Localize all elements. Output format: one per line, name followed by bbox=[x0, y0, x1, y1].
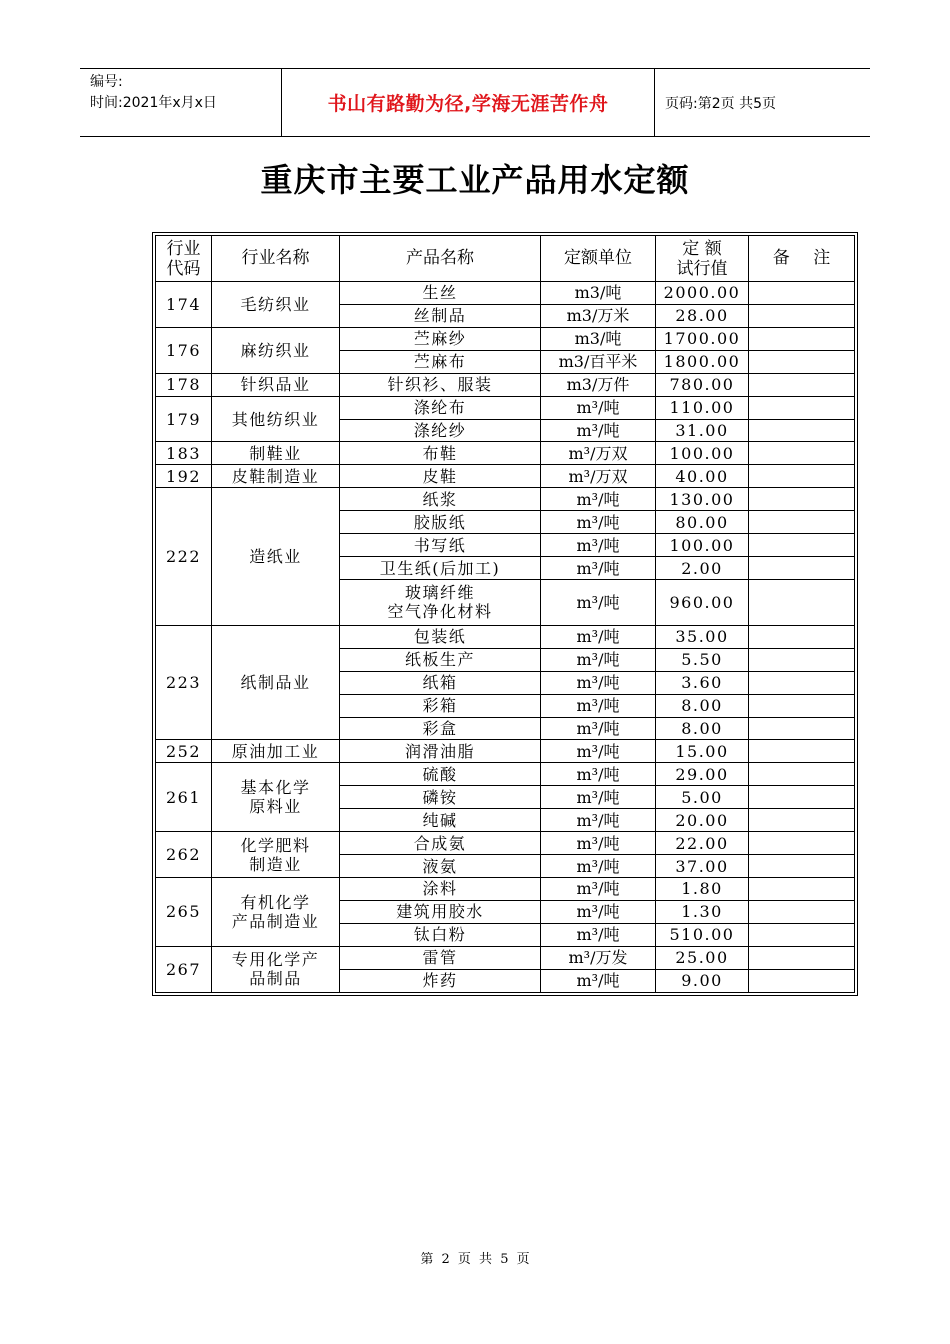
quota-unit-cell: m³/吨 bbox=[541, 717, 656, 740]
note-cell bbox=[749, 557, 855, 580]
product-name-cell: 彩箱 bbox=[340, 694, 541, 717]
quota-value-cell: 8.00 bbox=[656, 717, 749, 740]
table-header-row bbox=[156, 236, 855, 282]
product-name-cell: 玻璃纤维 空气净化材料 bbox=[340, 579, 541, 625]
product-name-cell: 生丝 bbox=[340, 282, 541, 305]
note-cell bbox=[749, 465, 855, 488]
quota-value-cell: 25.00 bbox=[656, 946, 749, 969]
note-cell bbox=[749, 855, 855, 878]
product-name-cell: 涤纶纱 bbox=[340, 419, 541, 442]
quota-unit-cell: m³/吨 bbox=[541, 511, 656, 534]
header-note: 备 注 bbox=[749, 236, 855, 282]
quota-unit-cell: m³/吨 bbox=[541, 579, 656, 625]
product-name-cell: 磷铵 bbox=[340, 786, 541, 809]
product-name-cell: 润滑油脂 bbox=[340, 740, 541, 763]
product-name-cell: 炸药 bbox=[340, 969, 541, 992]
table-row bbox=[156, 946, 855, 969]
quota-unit-cell: m³/万发 bbox=[541, 946, 656, 969]
note-cell bbox=[749, 763, 855, 786]
note-cell bbox=[749, 809, 855, 832]
industry-name-cell: 纸制品业 bbox=[212, 625, 340, 740]
product-name-cell: 卫生纸(后加工) bbox=[340, 557, 541, 580]
industry-name-cell: 原油加工业 bbox=[212, 740, 340, 763]
header-code: 行业代码 bbox=[156, 236, 212, 282]
table-body bbox=[156, 282, 855, 993]
product-name-cell: 苎麻纱 bbox=[340, 327, 541, 350]
quota-unit-cell: m3/万米 bbox=[541, 304, 656, 327]
table-row bbox=[156, 625, 855, 648]
quota-value-cell: 1700.00 bbox=[656, 327, 749, 350]
table-row bbox=[156, 740, 855, 763]
quota-value-cell: 8.00 bbox=[656, 694, 749, 717]
note-cell bbox=[749, 373, 855, 396]
quota-value-cell: 15.00 bbox=[656, 740, 749, 763]
quota-value-cell: 22.00 bbox=[656, 832, 749, 855]
note-cell bbox=[749, 717, 855, 740]
quota-unit-cell: m³/吨 bbox=[541, 671, 656, 694]
table-row bbox=[156, 282, 855, 305]
quota-table-frame bbox=[152, 232, 858, 996]
note-cell bbox=[749, 442, 855, 465]
product-name-cell: 纸箱 bbox=[340, 671, 541, 694]
note-cell bbox=[749, 282, 855, 305]
industry-code-cell: 261 bbox=[156, 763, 212, 832]
industry-code-cell: 223 bbox=[156, 625, 212, 740]
product-name-cell: 彩盒 bbox=[340, 717, 541, 740]
industry-code-cell: 192 bbox=[156, 465, 212, 488]
table-row bbox=[156, 396, 855, 419]
quota-value-cell: 110.00 bbox=[656, 396, 749, 419]
product-name-cell: 书写纸 bbox=[340, 534, 541, 557]
note-cell bbox=[749, 877, 855, 900]
quota-unit-cell: m3/百平米 bbox=[541, 350, 656, 373]
note-cell bbox=[749, 969, 855, 992]
note-cell bbox=[749, 350, 855, 373]
quota-unit-cell: m³/吨 bbox=[541, 763, 656, 786]
industry-code-cell: 222 bbox=[156, 488, 212, 626]
page-footer: 第 2 页 共 5 页 bbox=[420, 1252, 530, 1267]
product-name-cell: 丝制品 bbox=[340, 304, 541, 327]
industry-name-cell: 针织品业 bbox=[212, 373, 340, 396]
note-cell bbox=[749, 671, 855, 694]
page-header bbox=[80, 68, 870, 137]
header-meta bbox=[80, 69, 282, 136]
quota-unit-cell: m³/吨 bbox=[541, 694, 656, 717]
quota-unit-cell: m³/吨 bbox=[541, 625, 656, 648]
note-cell bbox=[749, 923, 855, 946]
note-cell bbox=[749, 511, 855, 534]
quota-unit-cell: m³/吨 bbox=[541, 534, 656, 557]
note-cell bbox=[749, 579, 855, 625]
product-name-cell: 建筑用胶水 bbox=[340, 900, 541, 923]
product-name-cell: 纸板生产 bbox=[340, 648, 541, 671]
product-name-cell: 液氨 bbox=[340, 855, 541, 878]
product-name-cell: 针织衫、服装 bbox=[340, 373, 541, 396]
table-row bbox=[156, 832, 855, 855]
time-label: 时间:2021年x月x日 bbox=[90, 95, 217, 111]
quota-value-cell: 5.00 bbox=[656, 786, 749, 809]
header-unit: 定额单位 bbox=[541, 236, 656, 282]
industry-name-cell: 基本化学 原料业 bbox=[212, 763, 340, 832]
industry-code-cell: 174 bbox=[156, 282, 212, 328]
note-cell bbox=[749, 625, 855, 648]
quota-value-cell: 780.00 bbox=[656, 373, 749, 396]
industry-name-cell: 专用化学产 品制品 bbox=[212, 946, 340, 992]
note-cell bbox=[749, 946, 855, 969]
industry-name-cell: 其他纺织业 bbox=[212, 396, 340, 442]
header-product: 产品名称 bbox=[340, 236, 541, 282]
quota-value-cell: 31.00 bbox=[656, 419, 749, 442]
note-cell bbox=[749, 396, 855, 419]
industry-code-cell: 252 bbox=[156, 740, 212, 763]
quota-unit-cell: m³/吨 bbox=[541, 488, 656, 511]
note-cell bbox=[749, 694, 855, 717]
product-name-cell: 纯碱 bbox=[340, 809, 541, 832]
quota-value-cell: 40.00 bbox=[656, 465, 749, 488]
industry-code-cell: 178 bbox=[156, 373, 212, 396]
product-name-cell: 涤纶布 bbox=[340, 396, 541, 419]
page-title: 重庆市主要工业产品用水定额 bbox=[260, 161, 690, 199]
quota-value-cell: 29.00 bbox=[656, 763, 749, 786]
product-name-cell: 纸浆 bbox=[340, 488, 541, 511]
industry-name-cell: 造纸业 bbox=[212, 488, 340, 626]
note-cell bbox=[749, 786, 855, 809]
note-cell bbox=[749, 648, 855, 671]
industry-code-cell: 179 bbox=[156, 396, 212, 442]
quota-value-cell: 100.00 bbox=[656, 442, 749, 465]
industry-code-cell: 176 bbox=[156, 327, 212, 373]
quota-unit-cell: m3/吨 bbox=[541, 282, 656, 305]
quota-value-cell: 3.60 bbox=[656, 671, 749, 694]
quota-unit-cell: m³/万双 bbox=[541, 442, 656, 465]
header-motto: 书山有路勤为径,学海无涯苦作舟 bbox=[282, 69, 655, 136]
quota-unit-cell: m³/万双 bbox=[541, 465, 656, 488]
quota-value-cell: 35.00 bbox=[656, 625, 749, 648]
quota-unit-cell: m³/吨 bbox=[541, 557, 656, 580]
table-row bbox=[156, 763, 855, 786]
quota-unit-cell: m³/吨 bbox=[541, 786, 656, 809]
header-industry: 行业名称 bbox=[212, 236, 340, 282]
header-page-info: 页码:第2页 共5页 bbox=[665, 95, 776, 112]
table-row bbox=[156, 327, 855, 350]
quota-unit-cell: m³/吨 bbox=[541, 648, 656, 671]
industry-name-cell: 化学肥料 制造业 bbox=[212, 832, 340, 878]
quota-table bbox=[155, 235, 855, 993]
quota-value-cell: 2.00 bbox=[656, 557, 749, 580]
note-cell bbox=[749, 327, 855, 350]
industry-code-cell: 265 bbox=[156, 877, 212, 946]
quota-unit-cell: m³/吨 bbox=[541, 900, 656, 923]
quota-unit-cell: m³/吨 bbox=[541, 969, 656, 992]
product-name-cell: 布鞋 bbox=[340, 442, 541, 465]
product-name-cell: 雷管 bbox=[340, 946, 541, 969]
quota-value-cell: 1.80 bbox=[656, 877, 749, 900]
quota-value-cell: 80.00 bbox=[656, 511, 749, 534]
quota-value-cell: 100.00 bbox=[656, 534, 749, 557]
product-name-cell: 合成氨 bbox=[340, 832, 541, 855]
quota-unit-cell: m3/万件 bbox=[541, 373, 656, 396]
header-value: 定 额 试行值 bbox=[656, 236, 749, 282]
note-cell bbox=[749, 419, 855, 442]
product-name-cell: 皮鞋 bbox=[340, 465, 541, 488]
quota-unit-cell: m³/吨 bbox=[541, 740, 656, 763]
quota-value-cell: 37.00 bbox=[656, 855, 749, 878]
quota-value-cell: 20.00 bbox=[656, 809, 749, 832]
product-name-cell: 包装纸 bbox=[340, 625, 541, 648]
quota-unit-cell: m³/吨 bbox=[541, 396, 656, 419]
number-label: 编号: bbox=[90, 74, 123, 90]
note-cell bbox=[749, 832, 855, 855]
quota-value-cell: 1800.00 bbox=[656, 350, 749, 373]
product-name-cell: 涂料 bbox=[340, 877, 541, 900]
quota-unit-cell: m³/吨 bbox=[541, 832, 656, 855]
quota-value-cell: 130.00 bbox=[656, 488, 749, 511]
product-name-cell: 硫酸 bbox=[340, 763, 541, 786]
quota-unit-cell: m³/吨 bbox=[541, 855, 656, 878]
note-cell bbox=[749, 534, 855, 557]
product-name-cell: 胶版纸 bbox=[340, 511, 541, 534]
note-cell bbox=[749, 740, 855, 763]
table-row bbox=[156, 877, 855, 900]
note-cell bbox=[749, 488, 855, 511]
product-name-cell: 苎麻布 bbox=[340, 350, 541, 373]
table-row bbox=[156, 442, 855, 465]
note-cell bbox=[749, 900, 855, 923]
industry-name-cell: 毛纺织业 bbox=[212, 282, 340, 328]
quota-value-cell: 960.00 bbox=[656, 579, 749, 625]
table-row bbox=[156, 488, 855, 511]
quota-value-cell: 28.00 bbox=[656, 304, 749, 327]
quota-value-cell: 2000.00 bbox=[656, 282, 749, 305]
quota-unit-cell: m³/吨 bbox=[541, 419, 656, 442]
industry-name-cell: 麻纺织业 bbox=[212, 327, 340, 373]
industry-code-cell: 267 bbox=[156, 946, 212, 992]
quota-value-cell: 9.00 bbox=[656, 969, 749, 992]
product-name-cell: 钛白粉 bbox=[340, 923, 541, 946]
industry-code-cell: 183 bbox=[156, 442, 212, 465]
quota-unit-cell: m3/吨 bbox=[541, 327, 656, 350]
quota-unit-cell: m³/吨 bbox=[541, 809, 656, 832]
quota-value-cell: 1.30 bbox=[656, 900, 749, 923]
quota-value-cell: 5.50 bbox=[656, 648, 749, 671]
table-row bbox=[156, 373, 855, 396]
table-row bbox=[156, 465, 855, 488]
industry-name-cell: 制鞋业 bbox=[212, 442, 340, 465]
note-cell bbox=[749, 304, 855, 327]
industry-name-cell: 皮鞋制造业 bbox=[212, 465, 340, 488]
industry-code-cell: 262 bbox=[156, 832, 212, 878]
quota-unit-cell: m³/吨 bbox=[541, 877, 656, 900]
industry-name-cell: 有机化学 产品制造业 bbox=[212, 877, 340, 946]
quota-unit-cell: m³/吨 bbox=[541, 923, 656, 946]
quota-value-cell: 510.00 bbox=[656, 923, 749, 946]
